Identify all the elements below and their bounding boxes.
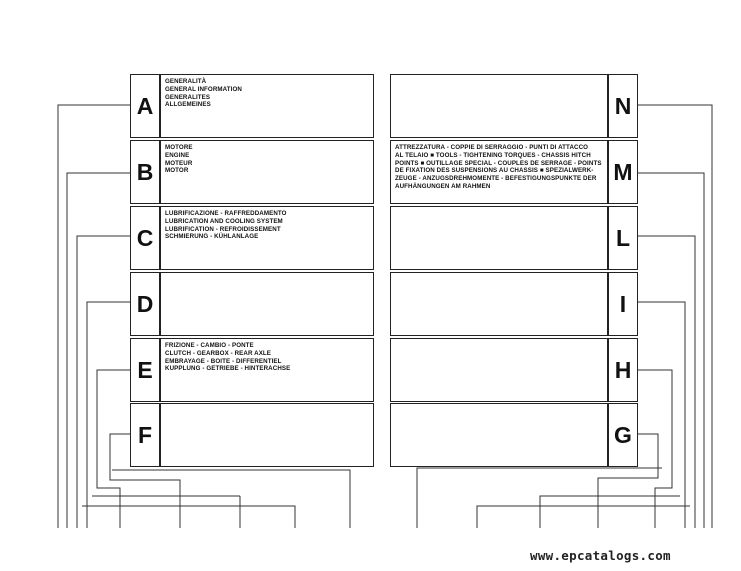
watermark-url: www.epcatalogs.com	[530, 548, 671, 563]
section-a-letter: A	[136, 93, 154, 119]
section-b-title-box[interactable]	[160, 140, 374, 204]
section-b-title-text: MOTORE ENGINE MOTEUR MOTOR	[165, 144, 193, 175]
guide-line-center-left	[112, 470, 350, 528]
section-a-title-text: GENERALITÀ GENERAL INFORMATION GENERALITES ALLGEMEINES	[165, 78, 242, 109]
section-n-title-box[interactable]	[390, 74, 608, 138]
section-l-letter: L	[615, 225, 631, 251]
section-c-title-box[interactable]	[160, 206, 374, 270]
section-f-letter: F	[137, 422, 153, 448]
guide-line-a	[58, 105, 130, 528]
guide-line-l-inner	[477, 506, 690, 528]
guide-line-l	[638, 236, 695, 528]
section-h-letter: H	[614, 357, 632, 383]
guide-line-m	[638, 173, 704, 528]
section-a-title-box[interactable]	[160, 74, 374, 138]
section-d-letter: D	[136, 291, 154, 317]
section-c-title-text: LUBRIFICAZIONE - RAFFREDDAMENTO LUBRICATION AND COOLING SYSTEM LUBRIFICATION - REFROIDISSEMENT SCHMIERUNG - KÜHLANLAGE	[165, 210, 287, 241]
guide-line-h	[638, 370, 672, 528]
section-n-letter: N	[614, 93, 632, 119]
section-c-letter: C	[136, 225, 154, 251]
guide-line-e	[97, 370, 130, 528]
section-m-title-text: ATTREZZATURA - COPPIE DI SERRAGGIO - PUNTI DI ATTACCO AL TELAIO ■ TOOLS - TIGHTENING TORQUES - CHASSIS HITCH POINTS ■ OUTILLAGE SPECIAL - COUPLES DE SERRAGE - POINTS DE FIXATION DES SUSPENSIONS AU CHASSIS ■ SPEZIALWERK- ZEUGE - ANZUGSDREHMOMENTE - BEFESTIGUNGSPUNKTE DER AUFHÄNGUNGEN AM RAHMEN	[395, 144, 602, 190]
section-e-letter: E	[137, 357, 153, 383]
section-m-title-box[interactable]	[390, 140, 608, 204]
guide-line-i	[638, 302, 685, 528]
guide-line-i-inner	[540, 496, 680, 528]
section-g-title-box[interactable]	[390, 403, 608, 467]
guide-line-b	[67, 173, 130, 528]
section-e-title-text: FRIZIONE - CAMBIO - PONTE CLUTCH - GEARBOX - REAR AXLE EMBRAYAGE - BOITE - DIFFERENTIEL KUPPLUNG - GETRIEBE - HINTERACHSE	[165, 342, 291, 373]
section-m-letter: M	[613, 159, 633, 185]
section-e-title-box[interactable]	[160, 338, 374, 402]
section-i-letter: I	[619, 291, 627, 317]
guide-line-d	[87, 302, 130, 528]
section-b-letter: B	[136, 159, 154, 185]
guide-line-c	[77, 236, 130, 528]
section-f-title-box[interactable]	[160, 403, 374, 467]
section-h-title-box[interactable]	[390, 338, 608, 402]
section-g-letter: G	[614, 422, 632, 448]
section-l-title-box[interactable]	[390, 206, 608, 270]
guide-line-c-inner	[82, 506, 295, 528]
section-i-title-box[interactable]	[390, 272, 608, 336]
guide-line-n	[638, 105, 712, 528]
section-d-title-box[interactable]	[160, 272, 374, 336]
